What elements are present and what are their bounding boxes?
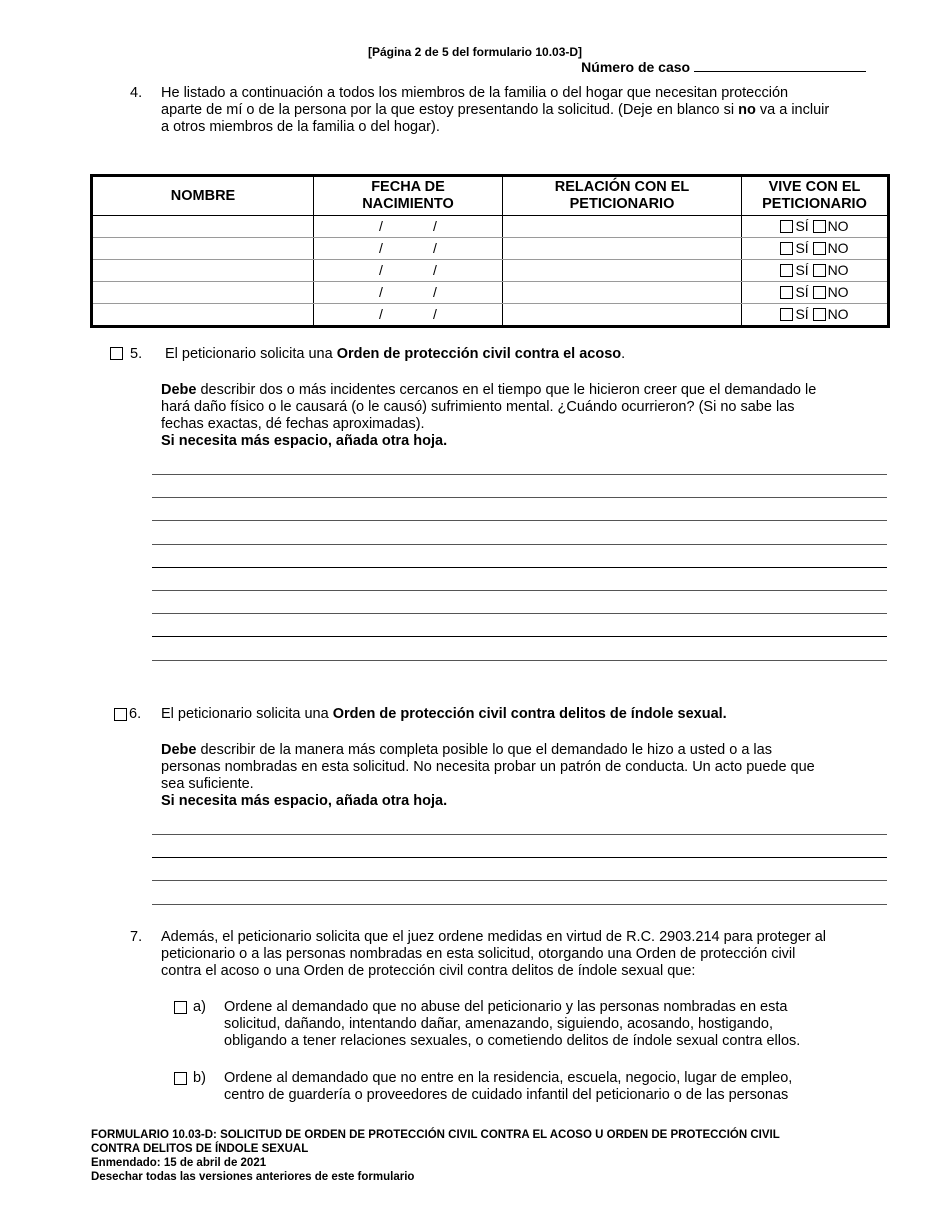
date-separator: / bbox=[379, 262, 383, 278]
item-5-writing-line[interactable] bbox=[152, 544, 887, 545]
table-row bbox=[92, 216, 889, 238]
dob-cell[interactable] bbox=[314, 282, 503, 304]
lives-with-cell bbox=[742, 260, 889, 282]
relation-cell[interactable] bbox=[503, 282, 742, 304]
item-4-number: 4. bbox=[130, 85, 143, 101]
relation-cell[interactable] bbox=[503, 260, 742, 282]
yes-checkbox[interactable] bbox=[780, 286, 793, 299]
item-6-more-space: Si necesita más espacio, añada otra hoja. bbox=[161, 793, 448, 809]
item-4-line-3: a otros miembros de la familia o del hogar). bbox=[161, 119, 440, 135]
no-label: NO bbox=[827, 240, 849, 256]
page-indicator: [Página 2 de 5 del formulario 10.03-D] bbox=[367, 45, 583, 59]
item-5-description bbox=[161, 382, 891, 450]
item-5-writing-line[interactable] bbox=[152, 520, 887, 521]
item-7-text bbox=[161, 929, 891, 980]
item-4-line-1: He listado a continuación a todos los miembros de la familia o del hogar que necesitan protección bbox=[161, 85, 789, 101]
yes-label: SÍ bbox=[795, 262, 809, 278]
yes-checkbox[interactable] bbox=[780, 264, 793, 277]
yes-label: SÍ bbox=[795, 306, 809, 322]
name-cell[interactable] bbox=[92, 282, 314, 304]
date-separator: / bbox=[433, 306, 437, 322]
footer-line-1: FORMULARIO 10.03-D: SOLICITUD DE ORDEN DE PROTECCIÓN CIVIL CONTRA EL ACOSO U ORDEN DE PROTECCIÓN CIVIL bbox=[91, 1129, 780, 1141]
date-separator: / bbox=[433, 240, 437, 256]
item-5-more-space: Si necesita más espacio, añada otra hoja. bbox=[161, 433, 448, 449]
item-5-number: 5. bbox=[130, 346, 143, 362]
yes-label: SÍ bbox=[795, 218, 809, 234]
item-5-writing-line[interactable] bbox=[152, 636, 887, 637]
item-6-checkbox[interactable] bbox=[114, 708, 127, 721]
item-6-writing-line[interactable] bbox=[152, 834, 887, 835]
item-5-checkbox[interactable] bbox=[110, 347, 123, 360]
item-7-number: 7. bbox=[130, 929, 143, 945]
lives-with-cell bbox=[742, 282, 889, 304]
footer-amended: Enmendado: 15 de abril de 2021 bbox=[91, 1157, 267, 1169]
yes-label: SÍ bbox=[795, 240, 809, 256]
no-label: NO bbox=[827, 284, 849, 300]
item-7-line-1: Además, el peticionario solicita que el juez ordene medidas en virtud de R.C. 2903.214 para proteger al bbox=[161, 929, 826, 945]
header-dob: FECHA DE NACIMIENTO bbox=[314, 176, 503, 216]
relation-cell[interactable] bbox=[503, 216, 742, 238]
case-number-label: Número de caso bbox=[581, 59, 691, 75]
item-6-writing-line[interactable] bbox=[152, 857, 887, 858]
name-cell[interactable] bbox=[92, 216, 314, 238]
item-6-writing-line[interactable] bbox=[152, 880, 887, 881]
date-separator: / bbox=[433, 284, 437, 300]
item-6-desc-line-3: sea suficiente. bbox=[161, 776, 254, 792]
item-5-title: El peticionario solicita una Orden de protección civil contra el acoso. bbox=[165, 346, 626, 362]
dob-cell[interactable] bbox=[314, 216, 503, 238]
no-checkbox[interactable] bbox=[813, 264, 826, 277]
yes-checkbox[interactable] bbox=[780, 308, 793, 321]
table-row bbox=[92, 238, 889, 260]
item-7a-label: a) bbox=[193, 999, 206, 1015]
yes-checkbox[interactable] bbox=[780, 220, 793, 233]
item-7-line-3: contra el acoso o una Orden de protección civil contra delitos de índole sexual que: bbox=[161, 963, 696, 979]
date-separator: / bbox=[379, 240, 383, 256]
no-label: NO bbox=[827, 306, 849, 322]
members-table bbox=[90, 174, 890, 328]
date-separator: / bbox=[379, 284, 383, 300]
no-label: NO bbox=[827, 218, 849, 234]
case-number bbox=[581, 59, 866, 76]
item-6-description bbox=[161, 742, 891, 810]
table-header-row bbox=[92, 176, 889, 216]
date-separator: / bbox=[379, 218, 383, 234]
footer-line-2: CONTRA DELITOS DE ÍNDOLE SEXUAL bbox=[91, 1143, 309, 1155]
item-5-writing-line[interactable] bbox=[152, 474, 887, 475]
no-label: NO bbox=[827, 262, 849, 278]
item-5-writing-line[interactable] bbox=[152, 613, 887, 614]
no-checkbox[interactable] bbox=[813, 286, 826, 299]
relation-cell[interactable] bbox=[503, 304, 742, 327]
lives-with-cell bbox=[742, 304, 889, 327]
item-7-line-2: peticionario o a las personas nombradas en esta solicitud, otorgando una Orden de protección civil bbox=[161, 946, 796, 962]
footer-discard-note: Desechar todas las versiones anteriores de este formulario bbox=[91, 1171, 415, 1183]
name-cell[interactable] bbox=[92, 238, 314, 260]
item-5-desc-line-3: fechas exactas, dé fechas aproximadas). bbox=[161, 416, 425, 432]
item-6-writing-line[interactable] bbox=[152, 904, 887, 905]
date-separator: / bbox=[433, 218, 437, 234]
item-6-title: El peticionario solicita una Orden de protección civil contra delitos de índole sexual. bbox=[161, 706, 727, 722]
item-5-desc-line-1: Debe describir dos o más incidentes cercanos en el tiempo que le hicieron creer que el demandado le bbox=[161, 382, 817, 398]
relation-cell[interactable] bbox=[503, 238, 742, 260]
name-cell[interactable] bbox=[92, 304, 314, 327]
table-row bbox=[92, 282, 889, 304]
lives-with-cell bbox=[742, 238, 889, 260]
table-row bbox=[92, 260, 889, 282]
item-4-line-2: aparte de mí o de la persona por la que estoy presentando la solicitud. (Deje en blanco si no va a incluir bbox=[161, 102, 830, 118]
item-5-writing-line[interactable] bbox=[152, 590, 887, 591]
dob-cell[interactable] bbox=[314, 260, 503, 282]
item-7b-label: b) bbox=[193, 1070, 206, 1086]
item-7b-checkbox[interactable] bbox=[174, 1072, 187, 1085]
date-separator: / bbox=[433, 262, 437, 278]
yes-checkbox[interactable] bbox=[780, 242, 793, 255]
header-name: NOMBRE bbox=[92, 176, 314, 216]
case-number-field[interactable] bbox=[694, 59, 866, 72]
item-7a-text: Ordene al demandado que no abuse del peticionario y las personas nombradas en esta solicitud, dañando, intentando dañar, amenazando, siguiendo, acosando, hostigando, obligando a tener relaciones sexuales, o cometiendo delitos de índole sexual contra ellos. bbox=[224, 999, 801, 1049]
dob-cell[interactable] bbox=[314, 238, 503, 260]
header-lives-with: VIVE CON EL PETICIONARIO bbox=[742, 176, 889, 216]
item-7b-text: Ordene al demandado que no entre en la residencia, escuela, negocio, lugar de empleo, centro de guardería o proveedores de cuidado infantil del peticionario o de las personas bbox=[224, 1070, 793, 1103]
item-7a-checkbox[interactable] bbox=[174, 1001, 187, 1014]
no-checkbox[interactable] bbox=[813, 308, 826, 321]
item-6-desc-line-2: personas nombradas en esta solicitud. No necesita probar un patrón de conducta. Un acto puede que bbox=[161, 759, 815, 775]
item-6-number: 6. bbox=[129, 706, 142, 722]
item-5-writing-line[interactable] bbox=[152, 497, 887, 498]
item-6-desc-line-1: Debe describir de la manera más completa posible lo que el demandado le hizo a usted o a las bbox=[161, 742, 772, 758]
no-checkbox[interactable] bbox=[813, 242, 826, 255]
item-5-writing-line[interactable] bbox=[152, 660, 887, 661]
date-separator: / bbox=[379, 306, 383, 322]
table-row bbox=[92, 304, 889, 327]
header-relation: RELACIÓN CON EL PETICIONARIO bbox=[503, 176, 742, 216]
no-checkbox[interactable] bbox=[813, 220, 826, 233]
name-cell[interactable] bbox=[92, 260, 314, 282]
item-5-writing-line[interactable] bbox=[152, 567, 887, 568]
form-footer bbox=[91, 1128, 871, 1184]
yes-label: SÍ bbox=[795, 284, 809, 300]
dob-cell[interactable] bbox=[314, 304, 503, 327]
item-4-text bbox=[161, 85, 891, 136]
item-5-desc-line-2: hará daño físico o le causará (o le causó) sufrimiento mental. ¿Cuándo ocurrieron? (Si no sabe las bbox=[161, 399, 795, 415]
lives-with-cell bbox=[742, 216, 889, 238]
